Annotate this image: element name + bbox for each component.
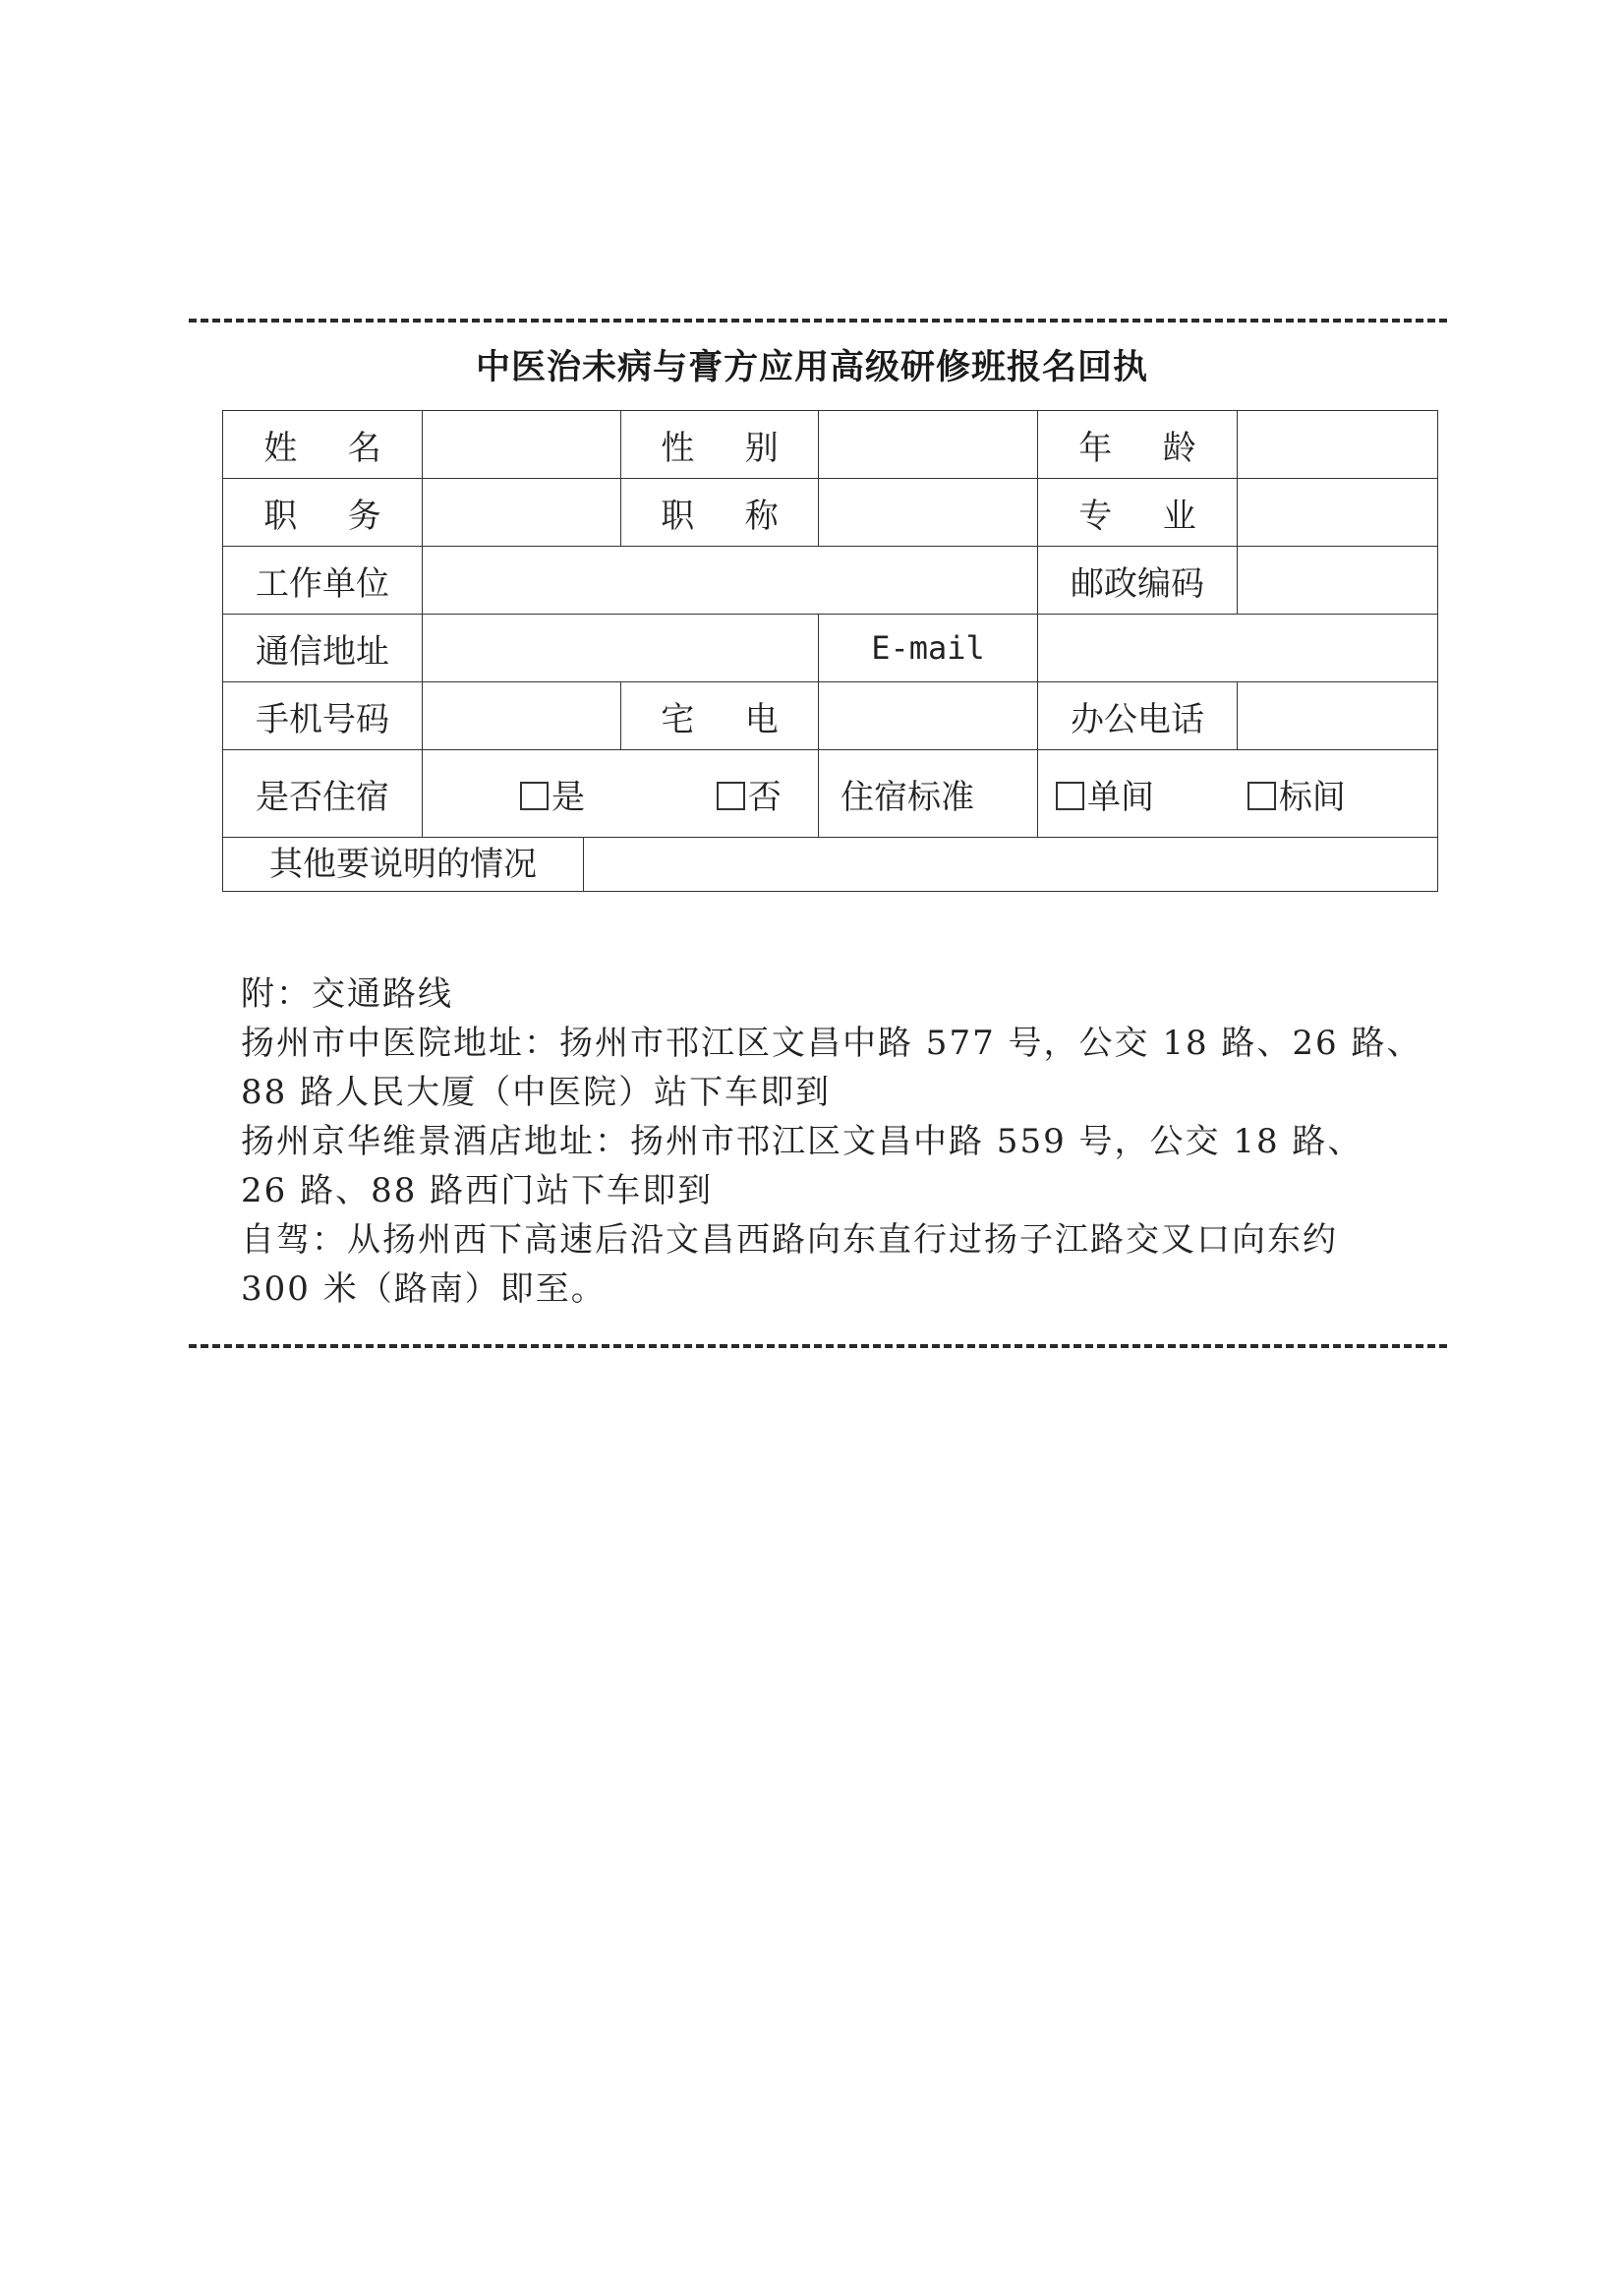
other-label: 其他要说明的情况: [223, 838, 584, 891]
registration-form-table: [222, 410, 1438, 892]
workplace-field[interactable]: [423, 547, 1038, 615]
room-single-option[interactable]: 单间: [1056, 770, 1154, 818]
age-field[interactable]: [1238, 411, 1438, 479]
checkbox-icon[interactable]: [1247, 782, 1276, 810]
checkbox-icon[interactable]: [520, 782, 549, 810]
form-row-lodging: [223, 750, 1438, 838]
email-label: E-mail: [819, 615, 1038, 682]
mobile-label: 手机号码: [223, 682, 423, 750]
title-label: 职 称: [621, 479, 819, 547]
form-row-name: [223, 411, 1438, 479]
notes-line: 88 路人民大厦（中医院）站下车即到: [241, 1073, 832, 1112]
form-row-other: [223, 838, 1438, 892]
notes-line: 26 路、88 路西门站下车即到: [241, 1171, 714, 1210]
address-label: 通信地址: [223, 615, 423, 682]
bottom-cut-line: [189, 1344, 1447, 1348]
home-phone-label: 宅 电: [621, 682, 819, 750]
position-label: 职 务: [223, 479, 423, 547]
email-field[interactable]: [1038, 615, 1438, 682]
checkbox-icon[interactable]: [1056, 782, 1084, 810]
postcode-field[interactable]: [1238, 547, 1438, 615]
form-row-position: [223, 479, 1438, 547]
notes-line: 自驾：从扬州西下高速后沿文昌西路向东直行过扬子江路交叉口向东约: [241, 1220, 1338, 1260]
lodging-no-option[interactable]: 否: [717, 770, 782, 818]
notes-line: 扬州京华维景酒店地址：扬州市邗江区文昌中路 559 号，公交 18 路、: [241, 1122, 1363, 1161]
name-label: 姓 名: [223, 411, 423, 479]
mobile-field[interactable]: [423, 682, 621, 750]
postcode-label: 邮政编码: [1038, 547, 1238, 615]
lodging-yes-option[interactable]: 是: [520, 770, 585, 818]
age-label: 年 龄: [1038, 411, 1238, 479]
lodging-options: [423, 750, 819, 838]
room-standard-label: 住宿标准: [819, 750, 1038, 838]
transport-notes: [241, 970, 1440, 1314]
room-standard-options: [1038, 750, 1438, 838]
workplace-label: 工作单位: [223, 547, 423, 615]
checkbox-icon[interactable]: [717, 782, 745, 810]
major-field[interactable]: [1238, 479, 1438, 547]
notes-line: 300 米（路南）即至。: [241, 1269, 607, 1309]
lodging-label: 是否住宿: [223, 750, 423, 838]
other-field[interactable]: [584, 838, 1437, 891]
gender-field[interactable]: [819, 411, 1038, 479]
form-title: 中医治未病与膏方应用高级研修班报名回执: [475, 348, 1148, 387]
gender-label: 性 别: [621, 411, 819, 479]
office-phone-field[interactable]: [1238, 682, 1438, 750]
home-phone-field[interactable]: [819, 682, 1038, 750]
address-field[interactable]: [423, 615, 819, 682]
name-field[interactable]: [423, 411, 621, 479]
form-row-phone: [223, 682, 1438, 750]
room-standard-option[interactable]: 标间: [1247, 770, 1346, 818]
title-field[interactable]: [819, 479, 1038, 547]
major-label: 专 业: [1038, 479, 1238, 547]
form-row-workplace: [223, 547, 1438, 615]
position-field[interactable]: [423, 479, 621, 547]
top-cut-line: [189, 319, 1447, 323]
notes-line: 扬州市中医院地址：扬州市邗江区文昌中路 577 号，公交 18 路、26 路、: [241, 1024, 1422, 1063]
form-row-address: [223, 615, 1438, 682]
office-phone-label: 办公电话: [1038, 682, 1238, 750]
other-cell: [223, 838, 1438, 892]
notes-heading: 附：交通路线: [241, 974, 453, 1014]
